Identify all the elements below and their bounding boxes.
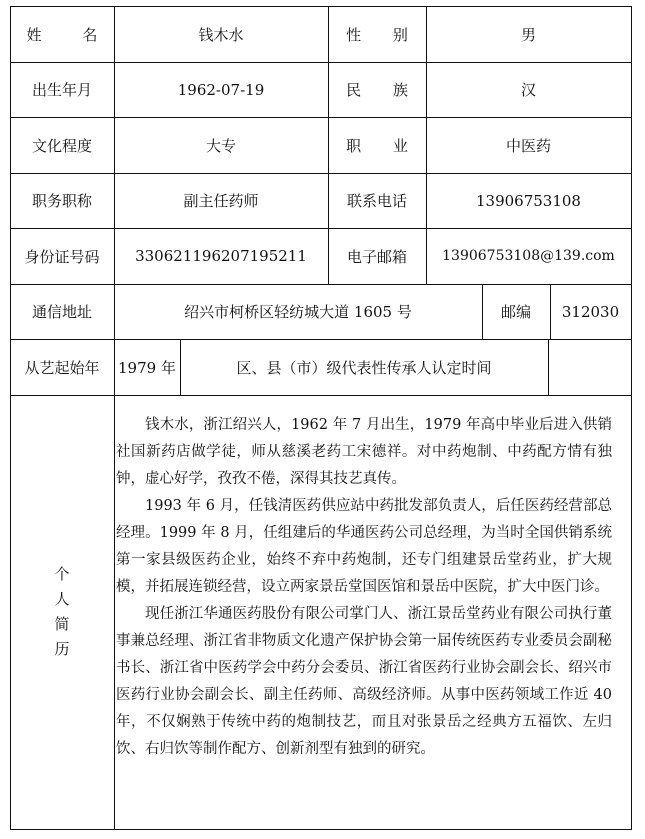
education-value-cell — [114, 117, 328, 173]
title-label-cell — [10, 173, 114, 228]
recognition-label-cell — [180, 339, 548, 395]
occupation-label-cell — [328, 117, 426, 173]
occupation-value: 中医药 — [505, 136, 551, 155]
phone-value: 13906753108 — [476, 191, 581, 210]
id-value: 330621196207195211 — [135, 247, 307, 265]
postcode-value-cell — [550, 284, 631, 339]
postcode-label: 邮编 — [500, 303, 531, 321]
start-year-value: 1979 年 — [118, 358, 176, 377]
id-label: 身份证号码 — [24, 247, 100, 266]
recognition-label: 区、县（市）级代表性传承人认定时间 — [236, 358, 492, 377]
email-label: 电子邮箱 — [346, 247, 407, 266]
bio-label-char: 个 — [54, 565, 70, 583]
address-value-cell — [114, 284, 482, 339]
bio-label-char: 简 — [54, 615, 70, 633]
education-label-cell — [10, 117, 114, 173]
education-value: 大专 — [205, 136, 236, 155]
ethnicity-label: 民 族 — [346, 81, 422, 99]
bio-paragraph: 现任浙江华通医药股份有限公司掌门人、浙江景岳堂药业有限公司执行董事兼总经理、浙江省非物质文化遗产保护协会第一届传统医药专业委员会副秘书长、浙江省中医药学会中药分会委员、浙江省医药行业协会副会长、绍兴市医药行业协会副会长、副主任药师、高级经济师。从事中医药领域工作近 40 年，不仅娴熟于传统中药的炮制技艺，而且对张景岳之经典方五福饮、左归饮、右归饮等制作配方、创新剂型有独到的研究。 — [116, 606, 612, 757]
phone-value-cell — [426, 173, 631, 228]
phone-label-cell — [328, 173, 426, 228]
email-value: 13906753108@139.com — [442, 248, 615, 264]
occupation-value-cell — [426, 117, 631, 173]
education-label: 文化程度 — [31, 136, 92, 155]
recognition-value-cell — [548, 339, 631, 395]
ethnicity-value-cell — [426, 62, 631, 117]
name-label: 姓 名 — [26, 25, 116, 44]
name-label-cell — [10, 6, 114, 62]
bio-paragraph: 钱木水，浙江绍兴人，1962 年 7 月出生，1979 年高中毕业后进入供销社国新药店做学徒，师从慈溪老药工宋德祥。对中药炮制、中药配方情有独钟，虚心好学，孜孜不倦，深得其技艺真传。 — [116, 417, 612, 487]
gender-label: 性 别 — [346, 25, 422, 44]
address-label: 通信地址 — [31, 303, 92, 321]
title-value: 副主任药师 — [183, 192, 259, 210]
title-value-cell — [114, 173, 328, 228]
bio-label-char: 历 — [54, 640, 70, 658]
gender-value-cell — [426, 6, 631, 62]
table-border-bottom — [10, 829, 632, 830]
id-label-cell — [10, 228, 114, 284]
birth-label: 出生年月 — [31, 81, 92, 99]
ethnicity-value: 汉 — [520, 81, 536, 99]
birth-value: 1962-07-19 — [177, 80, 265, 99]
birth-value-cell — [114, 62, 328, 117]
id-value-cell — [114, 228, 328, 284]
gender-label-cell — [328, 6, 426, 62]
address-value: 绍兴市柯桥区轻纺城大道 1605 号 — [184, 303, 412, 321]
ethnicity-label-cell — [328, 62, 426, 117]
phone-label: 联系电话 — [346, 192, 407, 210]
bio-label-char: 人 — [54, 590, 70, 608]
table-border-right — [631, 6, 632, 830]
address-label-cell — [10, 284, 114, 339]
postcode-value: 312030 — [561, 302, 620, 321]
name-value: 钱木水 — [198, 25, 244, 44]
postcode-label-cell — [482, 284, 550, 339]
bio-text — [116, 412, 612, 763]
email-value-cell — [426, 228, 631, 284]
start-year-value-cell — [114, 339, 180, 395]
title-label: 职务职称 — [31, 192, 92, 210]
birth-label-cell — [10, 62, 114, 117]
name-value-cell — [114, 6, 328, 62]
bio-paragraph: 1993 年 6 月，任钱清医药供应站中药批发部负责人，后任医药经营部总经理。1999 年 8 月，任组建后的华通医药公司总经理，为当时全国供销系统第一家县级医药企业，始终不弃中药炮制，还专门组建景岳堂药业，扩大规模，并拓展连锁经营，设立两家景岳堂国医馆和景岳中医院，扩大中医门诊。 — [116, 498, 612, 595]
occupation-label: 职 业 — [346, 136, 422, 155]
start-year-label-cell — [10, 339, 114, 395]
start-year-label: 从艺起始年 — [24, 358, 100, 377]
bio-label-cell — [10, 395, 114, 829]
gender-value: 男 — [520, 25, 536, 44]
email-label-cell — [328, 228, 426, 284]
